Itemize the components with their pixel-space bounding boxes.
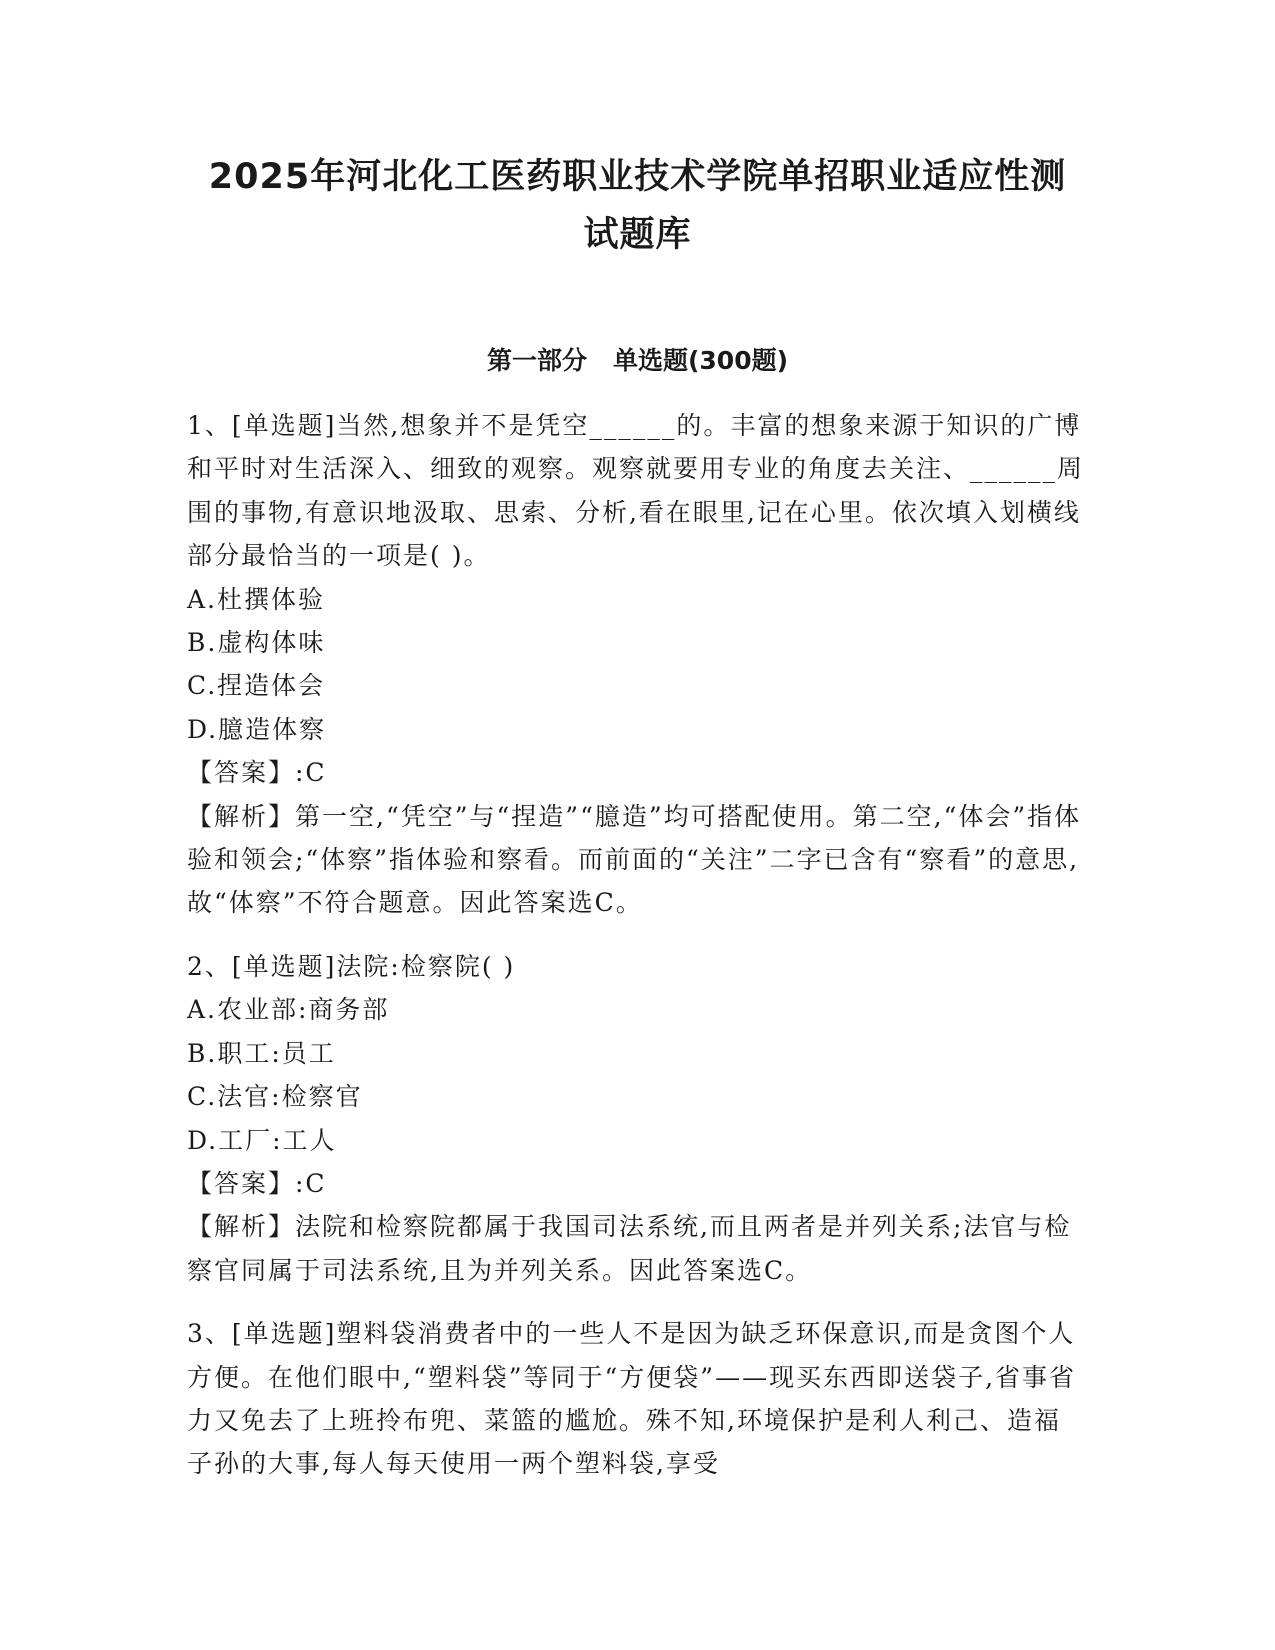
- option-a: A.杜撰体验: [187, 584, 326, 614]
- section-name: 单选题(300题): [612, 346, 789, 375]
- option-c: C.法官:检察官: [187, 1082, 363, 1112]
- title-line-2: 试题库: [583, 215, 692, 255]
- analysis: 【解析】法院和检察院都属于我国司法系统,而且两者是并列关系;法官与检察官同属于司法系统,且为并列关系。因此答案选C。: [187, 1212, 1072, 1285]
- option-a: A.农业部:商务部: [187, 995, 390, 1025]
- question-stem: 3、[单选题]塑料袋消费者中的一些人不是因为缺乏环保意识,而是贪图个人方便。在他们眼中,“塑料袋”等同于“方便袋”——现买东西即送袋子,省事省力又免去了上班拎布兜、菜篮的尴尬。殊不知,环境保护是利人利己、造福子孙的大事,每人每天使用一两个塑料袋,享受: [187, 1319, 1077, 1479]
- option-c: C.捏造体会: [187, 671, 326, 701]
- option-d: D.工厂:工人: [187, 1125, 337, 1155]
- option-b: B.职工:员工: [187, 1038, 336, 1068]
- analysis: 【解析】第一空,“凭空”与“捏造”“臆造”均可搭配使用。第二空,“体会”指体验和领会;“体察”指体验和察看。而前面的“关注”二字已含有“察看”的意思,故“体察”不符合题意。因此答案选C。: [187, 801, 1082, 918]
- title-line-1: 2025年河北化工医药职业技术学院单招职业适应性测: [208, 157, 1067, 197]
- question-list: [187, 404, 1087, 1506]
- option-b: B.虚构体味: [187, 628, 326, 658]
- answer: 【答案】:C: [187, 1168, 327, 1198]
- question-stem: 1、[单选题]当然,想象并不是凭空______的。丰富的想象来源于知识的广博和平时对生活深入、细致的观察。观察就要用专业的角度去关注、______周围的事物,有意识地汲取、思索、分析,看在眼里,记在心里。依次填入划横线部分最恰当的一项是( )。: [187, 411, 1085, 571]
- question-item: [187, 945, 1087, 1292]
- section-part: 第一部分: [486, 346, 587, 375]
- option-d: D.臆造体察: [187, 714, 327, 744]
- question-stem: 2、[单选题]法院:检察院( ): [187, 951, 516, 981]
- section-heading: [150, 343, 1125, 379]
- document-title: [150, 148, 1125, 264]
- question-item: [187, 1312, 1087, 1486]
- answer: 【答案】:C: [187, 758, 327, 788]
- question-item: [187, 404, 1087, 925]
